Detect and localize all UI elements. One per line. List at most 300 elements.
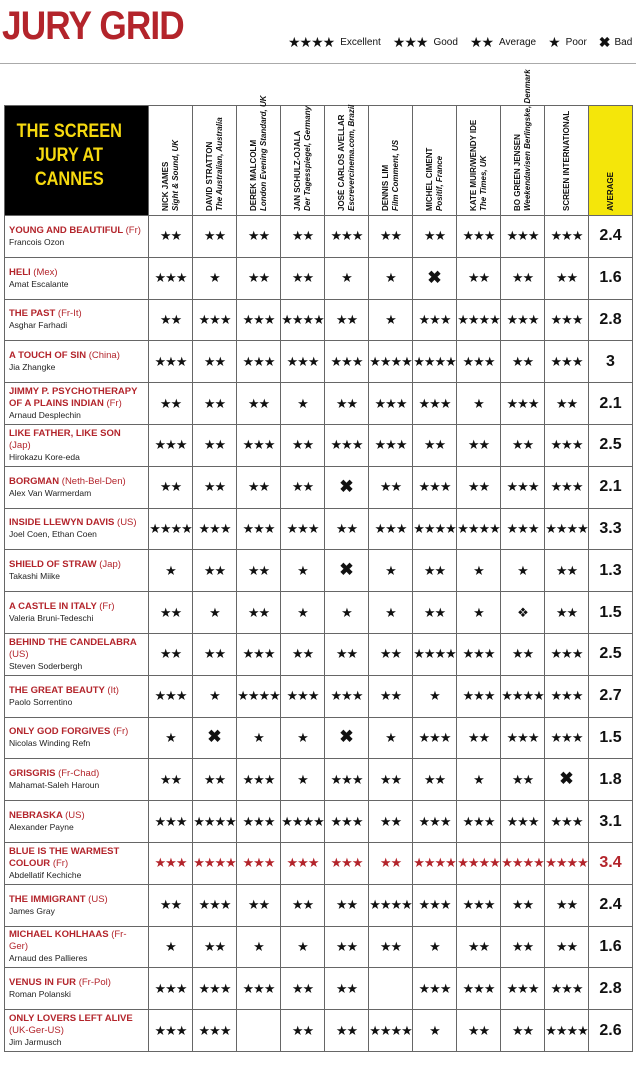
star-rating-icon: ★★★★ xyxy=(413,353,456,369)
rating-cell xyxy=(237,466,281,508)
rating-cell xyxy=(237,299,281,341)
table-header-row xyxy=(5,106,633,216)
legend-item xyxy=(393,35,458,49)
rating-cell xyxy=(413,216,457,258)
star-rating-icon: ★★ xyxy=(203,938,226,954)
rating-cell xyxy=(237,508,281,550)
critic-name: NICK JAMES xyxy=(160,161,170,211)
film-cell xyxy=(5,341,149,383)
star-rating-icon: ★★★ xyxy=(418,897,451,913)
film-title-line xyxy=(9,428,144,452)
table-row xyxy=(5,299,633,341)
critic-name: KATE MUIR/WENDY IDE xyxy=(468,119,478,211)
star-rating-icon: ★★ xyxy=(247,479,270,495)
star-rating-icon: ★★★ xyxy=(242,353,275,369)
star-rating-icon: ★★ xyxy=(291,1022,314,1038)
star-rating-icon: ★★ xyxy=(335,938,358,954)
rating-cell xyxy=(369,926,413,968)
star-rating-icon: ★★★★ xyxy=(369,1022,412,1038)
film-cell xyxy=(5,884,149,926)
rating-cell xyxy=(457,550,501,592)
rating-cell xyxy=(149,801,193,843)
rating-cell xyxy=(149,550,193,592)
legend-item xyxy=(470,35,536,49)
rating-cell xyxy=(281,257,325,299)
star-rating-icon: ★★ xyxy=(379,646,402,662)
rating-cell xyxy=(149,759,193,801)
rating-cell xyxy=(501,550,545,592)
average-cell xyxy=(589,299,633,341)
rating-cell xyxy=(457,1010,501,1052)
film-title: SHIELD OF STRAW xyxy=(9,559,97,571)
average-cell xyxy=(589,633,633,675)
star-rating-icon: ★★★ xyxy=(154,980,187,996)
star-rating-icon: ★★★ xyxy=(550,813,583,829)
average-cell xyxy=(589,466,633,508)
critic-publication: Film Comment, US xyxy=(390,139,400,211)
table-row xyxy=(5,801,633,843)
critic-publication: Positif, France xyxy=(434,155,444,211)
star-rating-icon: ★★★ xyxy=(242,980,275,996)
table-body xyxy=(5,216,633,1052)
star-rating-icon: ★ xyxy=(165,729,176,745)
film-cell xyxy=(5,633,149,675)
star-rating-icon: ★★★ xyxy=(506,479,539,495)
average-cell xyxy=(589,550,633,592)
star-rating-icon: ★ xyxy=(385,270,396,286)
star-rating-icon: ★★★ xyxy=(462,813,495,829)
page-header xyxy=(0,0,636,70)
film-director: Takashi Miike xyxy=(9,571,61,582)
film-title-line xyxy=(9,350,144,362)
star-rating-icon: ★★ xyxy=(291,646,314,662)
star-rating-icon: ★★ xyxy=(291,980,314,996)
film-title-line xyxy=(9,517,144,529)
rating-cell xyxy=(369,424,413,466)
star-rating-icon: ★★ xyxy=(555,270,578,286)
film-director: Abdellatif Kechiche xyxy=(9,869,82,880)
film-director: James Gray xyxy=(9,905,55,916)
star-rating-icon: ★★ xyxy=(159,395,182,411)
star-rating-icon: ★★ xyxy=(511,437,534,453)
star-rating-icon: ★★★ xyxy=(154,353,187,369)
rating-cell xyxy=(281,508,325,550)
film-country: (US) xyxy=(9,648,29,660)
star-rating-icon: ★ xyxy=(385,562,396,578)
rating-cell xyxy=(237,216,281,258)
rating-cell xyxy=(325,717,369,759)
rating-cell xyxy=(281,550,325,592)
table-row xyxy=(5,675,633,717)
rating-cell xyxy=(545,508,589,550)
star-rating-icon: ★★★ xyxy=(418,395,451,411)
star-rating-icon: ★★ xyxy=(247,897,270,913)
star-rating-icon: ★★★ xyxy=(242,771,275,787)
jury-title-line: JURY AT xyxy=(35,145,103,166)
film-country: (Fr-It) xyxy=(57,308,82,320)
star-rating-icon: ★★★ xyxy=(418,813,451,829)
average-value: 2.4 xyxy=(599,227,622,245)
star-rating-icon: ★★ xyxy=(555,562,578,578)
film-cell xyxy=(5,216,149,258)
rating-cell xyxy=(237,633,281,675)
film-title: LIKE FATHER, LIKE SON xyxy=(9,427,121,439)
film-title-line xyxy=(9,308,144,320)
star-rating-icon: ★★ xyxy=(159,771,182,787)
rating-cell xyxy=(369,550,413,592)
jury-title-line: CANNES xyxy=(34,169,104,190)
film-director: Francois Ozon xyxy=(9,236,65,247)
star-rating-icon: ★★★ xyxy=(550,688,583,704)
average-cell xyxy=(589,508,633,550)
rating-cell xyxy=(193,968,237,1010)
star-rating-icon: ★★ xyxy=(511,1022,534,1038)
rating-cell xyxy=(237,383,281,425)
film-country: (It) xyxy=(107,684,119,696)
rating-cell xyxy=(281,592,325,634)
cross-icon: ✖ xyxy=(207,727,222,747)
star-rating-icon: ★★ xyxy=(423,771,446,787)
star-rating-icon: ★★★ xyxy=(462,646,495,662)
rating-cell xyxy=(149,592,193,634)
star-rating-icon: ★★★ xyxy=(330,228,363,244)
rating-cell xyxy=(193,466,237,508)
critic-header-wrap xyxy=(545,105,588,211)
table-row xyxy=(5,884,633,926)
star-rating-icon: ★ xyxy=(429,938,440,954)
film-country: (Fr) xyxy=(106,398,122,410)
rating-cell xyxy=(325,383,369,425)
film-title-line xyxy=(9,559,144,571)
film-country: (US) xyxy=(117,517,137,529)
star-rating-icon: ★★★★ xyxy=(413,646,456,662)
rating-cell xyxy=(281,1010,325,1052)
rating-cell xyxy=(325,801,369,843)
rating-cell xyxy=(237,341,281,383)
rating-cell xyxy=(149,424,193,466)
star-rating-icon: ★★★ xyxy=(242,520,275,536)
table-row xyxy=(5,508,633,550)
star-rating-icon: ★★ xyxy=(291,437,314,453)
star-rating-icon: ★★ xyxy=(467,479,490,495)
rating-cell xyxy=(149,1010,193,1052)
rating-cell xyxy=(545,842,589,884)
rating-cell xyxy=(501,424,545,466)
rating-cell xyxy=(413,257,457,299)
star-rating-icon: ★★★★ xyxy=(545,1022,588,1038)
rating-cell xyxy=(501,926,545,968)
star-rating-icon: ★★ xyxy=(335,980,358,996)
star-rating-icon: ★★ xyxy=(423,562,446,578)
rating-cell xyxy=(545,257,589,299)
film-director: Arnaud Desplechin xyxy=(9,410,81,421)
jury-grid-table xyxy=(4,69,633,1052)
film-title-line xyxy=(9,476,144,488)
rating-cell xyxy=(193,717,237,759)
average-value: 3.4 xyxy=(599,854,622,872)
table-row xyxy=(5,257,633,299)
rating-cell xyxy=(237,550,281,592)
film-title-line xyxy=(9,846,144,870)
star-rating-icon: ★★★ xyxy=(550,437,583,453)
star-rating-icon: ★★★ xyxy=(374,437,407,453)
film-director: Roman Polanski xyxy=(9,989,71,1000)
rating-cell xyxy=(237,424,281,466)
rating-cell xyxy=(413,299,457,341)
rating-cell xyxy=(457,675,501,717)
critic-name: BO GREEN JENSEN xyxy=(512,134,522,211)
rating-cell xyxy=(237,592,281,634)
rating-cell xyxy=(237,926,281,968)
average-value: 1.5 xyxy=(599,728,622,746)
film-title-line xyxy=(9,977,144,989)
star-rating-icon: ★★ xyxy=(159,604,182,620)
star-rating-icon: ★★★★ xyxy=(369,897,412,913)
star-rating-icon: ★★ xyxy=(467,729,490,745)
star-rating-icon: ★★ xyxy=(203,228,226,244)
rating-cell xyxy=(281,884,325,926)
film-title-line xyxy=(9,225,144,237)
average-value: 1.3 xyxy=(599,561,622,579)
rating-cell xyxy=(457,341,501,383)
star-rating-icon: ★★ xyxy=(291,479,314,495)
star-rating-icon: ★★★★ xyxy=(501,688,544,704)
rating-cell xyxy=(369,675,413,717)
film-country: (Neth-Bel-Den) xyxy=(61,475,126,487)
rating-cell xyxy=(149,842,193,884)
critic-header xyxy=(193,106,237,216)
rating-cell xyxy=(193,884,237,926)
legend-label: Average xyxy=(499,36,537,48)
rating-cell xyxy=(413,508,457,550)
star-rating-icon: ★★ xyxy=(159,228,182,244)
star-rating-icon: ★ xyxy=(209,270,220,286)
critic-publication: London Evening Standard, UK xyxy=(258,95,268,211)
rating-cell xyxy=(413,717,457,759)
rating-cell xyxy=(193,299,237,341)
film-country: (Fr-Pol) xyxy=(78,977,111,989)
rating-cell xyxy=(149,926,193,968)
average-value: 3 xyxy=(606,352,615,370)
star-rating-icon: ★★ xyxy=(555,604,578,620)
rating-cell xyxy=(545,759,589,801)
rating-cell xyxy=(325,216,369,258)
star-rating-icon: ★★ xyxy=(247,395,270,411)
film-title: THE GREAT BEAUTY xyxy=(9,684,105,696)
film-cell xyxy=(5,383,149,425)
rating-cell xyxy=(545,675,589,717)
average-header xyxy=(589,106,633,216)
star-rating-icon: ★★★ xyxy=(242,311,275,327)
rating-cell xyxy=(237,717,281,759)
star-rating-icon: ★ xyxy=(297,729,308,745)
film-director: Paolo Sorrentino xyxy=(9,696,73,707)
star-rating-icon: ★★ xyxy=(247,604,270,620)
average-cell xyxy=(589,801,633,843)
rating-cell xyxy=(149,383,193,425)
rating-cell xyxy=(501,508,545,550)
film-cell xyxy=(5,968,149,1010)
rating-cell xyxy=(325,633,369,675)
star-rating-icon: ★★ xyxy=(159,646,182,662)
rating-cell xyxy=(501,759,545,801)
film-cell xyxy=(5,257,149,299)
rating-cell xyxy=(237,842,281,884)
rating-cell xyxy=(325,299,369,341)
critic-name: DENNIS LIM xyxy=(380,164,390,211)
star-rating-icon: ★ xyxy=(209,688,220,704)
rating-cell xyxy=(501,717,545,759)
table-row xyxy=(5,633,633,675)
rating-cell xyxy=(369,341,413,383)
critic-header xyxy=(149,106,193,216)
rating-cell xyxy=(281,633,325,675)
star-rating-icon: ★ xyxy=(429,688,440,704)
film-country: (Mex) xyxy=(33,266,58,278)
star-rating-icon: ★★★ xyxy=(418,479,451,495)
critic-header xyxy=(501,69,545,216)
rating-cell xyxy=(193,508,237,550)
rating-cell xyxy=(281,968,325,1010)
rating-cell xyxy=(193,842,237,884)
star-rating-icon: ★★ xyxy=(203,353,226,369)
rating-cell xyxy=(545,884,589,926)
star-rating-icon: ★ xyxy=(429,1022,440,1038)
table-row xyxy=(5,341,633,383)
rating-cell xyxy=(545,1010,589,1052)
star-rating-icon: ★★★★ xyxy=(545,855,588,871)
star-rating-icon: ★★ xyxy=(467,1022,490,1038)
film-title: NEBRASKA xyxy=(9,810,63,822)
star-rating-icon: ★ xyxy=(165,562,176,578)
rating-cell xyxy=(193,341,237,383)
rating-cell xyxy=(501,968,545,1010)
table-row xyxy=(5,926,633,968)
star-rating-icon: ★★ xyxy=(379,813,402,829)
star-rating-icon: ★★★★ xyxy=(281,813,324,829)
critic-name: JAN SCHULZ-OJALA xyxy=(292,130,302,211)
star-rating-icon: ★★★★ xyxy=(193,813,236,829)
rating-cell xyxy=(545,592,589,634)
star-rating-icon: ★★★★ xyxy=(281,311,324,327)
star-rating-icon: ★★★ xyxy=(506,228,539,244)
rating-cell xyxy=(237,257,281,299)
star-rating-icon: ★★★★ xyxy=(545,520,588,536)
critic-header xyxy=(325,106,369,216)
film-country: (Fr) xyxy=(52,857,69,869)
rating-cell xyxy=(413,550,457,592)
critic-header-wrap xyxy=(193,105,236,211)
star-rating-icon: ★★★ xyxy=(154,270,187,286)
rating-cell xyxy=(413,926,457,968)
average-cell xyxy=(589,424,633,466)
film-title: A TOUCH OF SIN xyxy=(9,350,87,362)
star-rating-icon: ★★ xyxy=(467,437,490,453)
rating-cell xyxy=(545,550,589,592)
star-rating-icon: ★★★ xyxy=(330,353,363,369)
rating-cell xyxy=(325,1010,369,1052)
rating-cell xyxy=(413,675,457,717)
rating-cell xyxy=(501,842,545,884)
film-title-line xyxy=(9,810,144,822)
star-rating-icon: ★★ xyxy=(247,228,270,244)
page-title: JURY GRID xyxy=(2,4,184,48)
rating-cell xyxy=(281,424,325,466)
star-rating-icon: ★★★ xyxy=(462,980,495,996)
star-rating-icon: ★★★ xyxy=(154,437,187,453)
average-header-wrap xyxy=(589,105,632,211)
rating-cell xyxy=(237,801,281,843)
rating-cell xyxy=(545,383,589,425)
rating-cell xyxy=(325,592,369,634)
star-rating-icon: ★ xyxy=(473,604,484,620)
rating-cell xyxy=(149,508,193,550)
star-rating-icon: ★★★★ xyxy=(149,520,192,536)
rating-cell xyxy=(457,257,501,299)
rating-cell xyxy=(193,216,237,258)
rating-cell xyxy=(413,884,457,926)
table-row xyxy=(5,968,633,1010)
cross-icon: ✖ xyxy=(339,560,354,580)
legend-label: Excellent xyxy=(340,36,381,48)
critic-header-wrap xyxy=(325,105,368,211)
rating-cell xyxy=(457,842,501,884)
star-rating-icon: ★★★ xyxy=(392,34,428,50)
star-rating-icon: ★★★ xyxy=(550,228,583,244)
rating-cell xyxy=(149,466,193,508)
star-rating-icon: ★★ xyxy=(379,771,402,787)
average-value: 2.7 xyxy=(599,687,622,705)
star-rating-icon: ★★★ xyxy=(286,520,319,536)
jury-title-line: THE SCREEN xyxy=(16,121,122,142)
rating-cell xyxy=(457,383,501,425)
average-cell xyxy=(589,592,633,634)
rating-cell xyxy=(501,216,545,258)
star-rating-icon: ★★★ xyxy=(550,729,583,745)
star-rating-icon: ★★ xyxy=(159,897,182,913)
critic-header-wrap xyxy=(457,105,500,211)
rating-cell xyxy=(501,1010,545,1052)
star-rating-icon: ★★ xyxy=(203,437,226,453)
star-rating-icon: ★★★ xyxy=(550,479,583,495)
star-rating-icon: ★★★ xyxy=(242,855,275,871)
film-director: Joel Coen, Ethan Coen xyxy=(9,529,97,540)
star-rating-icon: ★★ xyxy=(335,311,358,327)
rating-cell xyxy=(545,717,589,759)
rating-cell xyxy=(369,216,413,258)
star-rating-icon: ★★ xyxy=(469,34,494,50)
star-rating-icon: ★★ xyxy=(291,270,314,286)
rating-cell xyxy=(325,884,369,926)
legend-label: Bad xyxy=(614,36,633,48)
rating-cell xyxy=(457,424,501,466)
rating-cell xyxy=(369,633,413,675)
star-rating-icon: ★★★ xyxy=(330,855,363,871)
rating-cell xyxy=(457,968,501,1010)
star-rating-icon: ★★★ xyxy=(418,980,451,996)
rating-cell xyxy=(193,550,237,592)
star-rating-icon: ★ xyxy=(385,604,396,620)
rating-cell xyxy=(457,759,501,801)
table-row xyxy=(5,550,633,592)
average-value: 2.1 xyxy=(599,478,622,496)
rating-cell xyxy=(325,550,369,592)
critic-label xyxy=(381,105,401,211)
rating-cell xyxy=(369,383,413,425)
star-rating-icon: ★★★ xyxy=(154,813,187,829)
rating-cell xyxy=(369,508,413,550)
jury-title xyxy=(13,120,126,192)
